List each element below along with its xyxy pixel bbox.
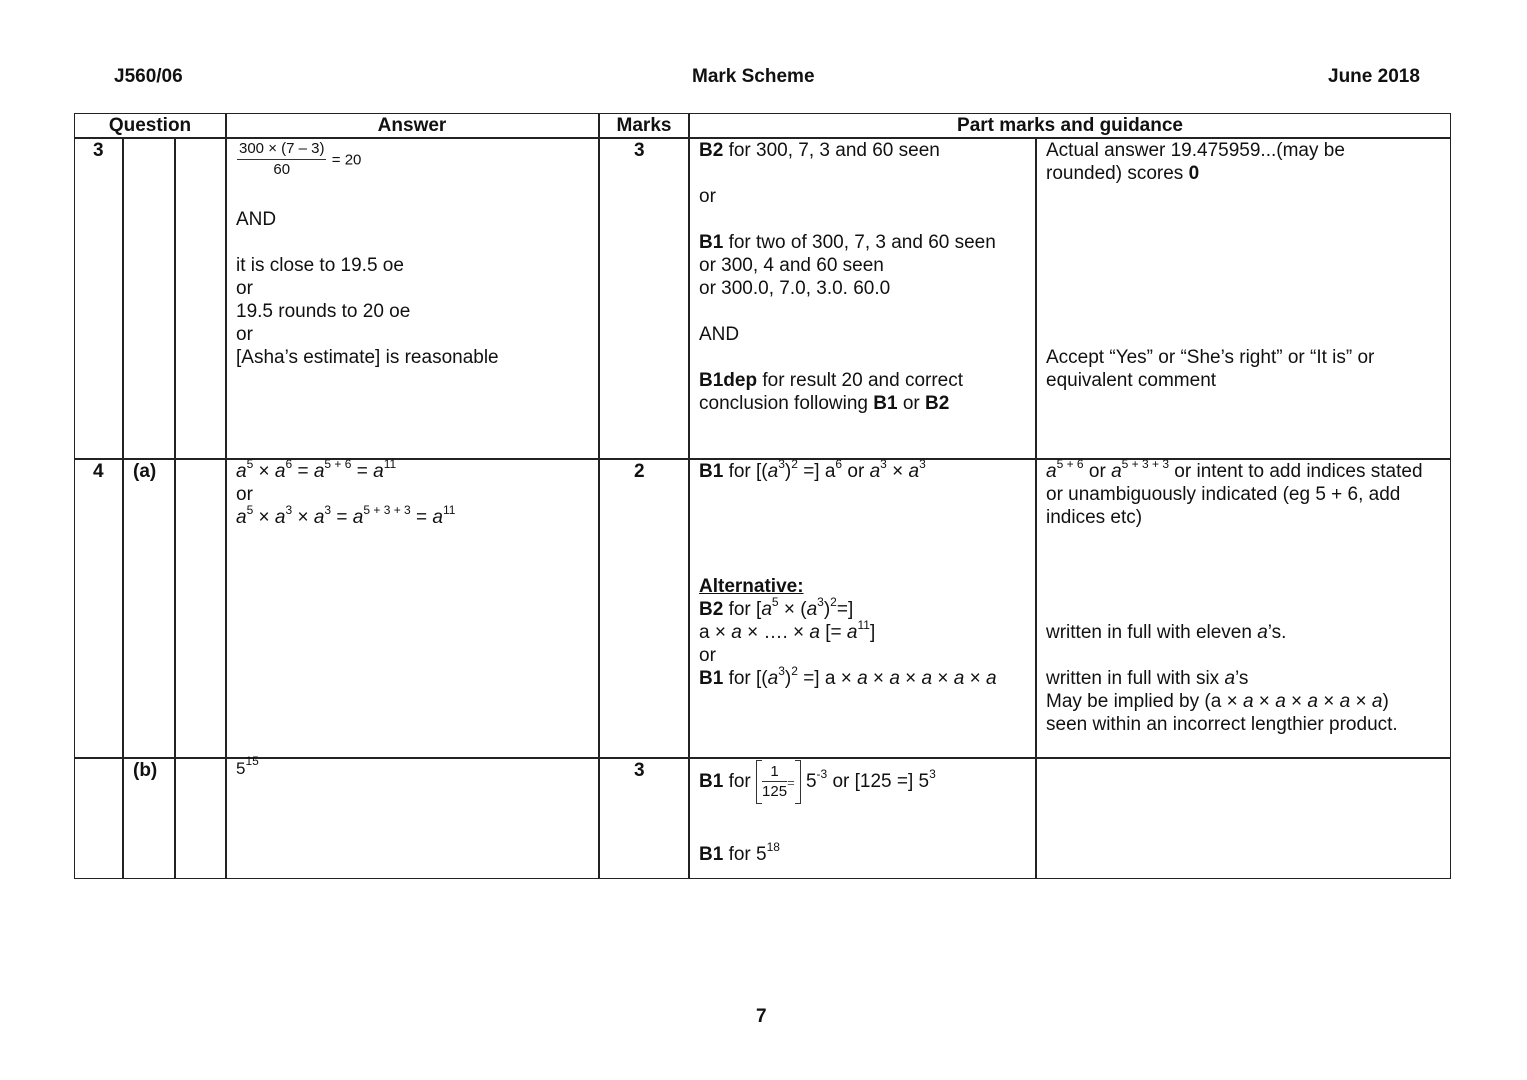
text-segment: or — [842, 461, 870, 482]
text-segment: AND — [236, 209, 277, 230]
text-segment: × ( — [778, 599, 807, 620]
text-segment: B1dep — [699, 370, 758, 391]
text-line — [1046, 575, 1423, 598]
text-segment: a — [1242, 691, 1254, 712]
text-line — [699, 369, 996, 392]
text-line — [699, 506, 997, 529]
text-line — [1046, 483, 1423, 506]
text-segment: a — [761, 599, 772, 620]
text-segment: or intent to add indices stated — [1169, 461, 1423, 482]
text-segment: rounded) scores — [1046, 163, 1189, 184]
text-line — [1046, 529, 1423, 552]
text-segment: × — [899, 668, 922, 689]
text-segment: =] a × — [797, 668, 858, 689]
text-segment: B1 — [699, 232, 724, 253]
text-segment: a — [236, 461, 247, 482]
part-marks — [699, 457, 997, 690]
text-segment: 19.5 rounds to 20 oe — [236, 301, 411, 322]
numerator: 300 × (7 – 3) — [237, 139, 326, 160]
text-segment: × — [1350, 691, 1372, 712]
column-divider — [688, 114, 690, 878]
text-segment: × — [1318, 691, 1340, 712]
header-marks: Marks — [616, 115, 672, 136]
text-segment: = — [351, 461, 374, 482]
text-line — [1046, 552, 1423, 575]
text-segment: for [( — [723, 461, 768, 482]
text-line — [1046, 300, 1374, 323]
column-divider — [122, 137, 124, 878]
text-segment: conclusion following — [699, 393, 874, 414]
text-line — [1046, 208, 1374, 231]
text-segment: =] a — [797, 461, 836, 482]
text-line — [699, 797, 780, 820]
denominator: 60 — [273, 161, 291, 178]
text-line — [699, 185, 996, 208]
column-divider — [1035, 137, 1037, 878]
text-line — [1046, 346, 1374, 369]
text-segment: ] — [869, 622, 876, 643]
exponent: 6 — [835, 457, 843, 471]
exponent: 2 — [791, 457, 798, 471]
text-line — [699, 595, 997, 621]
text-segment: a × — [699, 622, 732, 643]
text-line — [699, 254, 996, 277]
text-line — [699, 529, 997, 552]
column-divider — [598, 114, 600, 878]
column-divider — [225, 114, 227, 878]
text-segment: a — [806, 599, 818, 620]
exponent: 5 + 3 + 3 — [363, 503, 411, 517]
text-line — [699, 300, 996, 323]
exponent: 3 — [817, 595, 824, 609]
text-segment: × — [867, 668, 890, 689]
text-segment: a — [986, 668, 997, 689]
question-number: 3 — [93, 140, 104, 161]
text-line — [1046, 323, 1374, 346]
text-line — [1046, 457, 1423, 483]
exponent: 5 + 6 — [1056, 457, 1084, 471]
text-segment: = — [331, 507, 353, 528]
exponent: 3 — [324, 503, 332, 517]
text-line — [1046, 231, 1374, 254]
guidance-notes — [1046, 457, 1423, 736]
text-segment: a — [1111, 461, 1122, 482]
text-segment: a — [921, 668, 933, 689]
text-segment: ’s — [1235, 668, 1249, 689]
text-segment: a — [767, 461, 779, 482]
text-segment: a — [731, 622, 742, 643]
text-segment: a — [857, 668, 868, 689]
text-segment: × — [1285, 691, 1308, 712]
text-segment: or — [699, 645, 716, 666]
text-line — [236, 754, 259, 780]
exponent: 3 — [778, 664, 785, 678]
text-line — [699, 644, 997, 667]
text-line — [1046, 621, 1423, 644]
text-segment: × — [292, 507, 314, 528]
exponent: 5 — [246, 457, 254, 471]
question-number: 4 — [93, 461, 104, 482]
text-segment: × — [253, 461, 275, 482]
denominator: 125 — [762, 783, 788, 801]
text-segment: for [( — [723, 668, 768, 689]
text-segment: a — [908, 461, 920, 482]
exponent: 18 — [766, 840, 780, 854]
mark-code: B1 — [699, 771, 724, 792]
text-line — [236, 483, 455, 506]
text-line — [699, 231, 996, 254]
text-segment: or — [699, 186, 716, 207]
exponent: 2 — [791, 664, 798, 678]
answer-text — [236, 457, 456, 529]
text-segment: or 300, 4 and 60 seen — [699, 255, 884, 276]
text-line — [1046, 254, 1374, 277]
text-segment: × — [253, 507, 275, 528]
text-segment: for result 20 and correct — [757, 370, 964, 391]
text-line — [1046, 713, 1423, 736]
exponent: 2 — [830, 595, 837, 609]
text-segment: a — [313, 461, 325, 482]
text-segment: a — [1224, 668, 1236, 689]
text-segment: or — [236, 278, 253, 299]
numerator: 1 — [762, 762, 787, 782]
text-segment: a — [1371, 691, 1383, 712]
marks-value: 3 — [634, 760, 645, 781]
text-line — [1046, 506, 1423, 529]
header-question: Question — [108, 115, 192, 136]
text-line — [699, 162, 996, 185]
text-segment: = — [410, 507, 433, 528]
text-line — [699, 774, 780, 797]
text-line — [1046, 162, 1374, 185]
text-segment: a — [767, 668, 779, 689]
text-line — [699, 139, 996, 162]
marks-value: 3 — [634, 140, 645, 161]
text-segment: B2 — [925, 393, 950, 414]
marks-value: 2 — [634, 461, 645, 482]
exponent: 3 — [778, 457, 785, 471]
text-segment: equivalent comment — [1046, 370, 1217, 391]
text-segment: AND — [699, 324, 740, 345]
text-segment: × — [886, 461, 909, 482]
exponent: -3 — [816, 767, 828, 781]
text: or [125 =] 5 — [827, 771, 930, 792]
text-line — [699, 392, 996, 415]
exponent: 5 — [771, 595, 779, 609]
text-segment: written in full with eleven — [1046, 622, 1258, 643]
part-marks — [699, 774, 780, 866]
exponent: 3 — [919, 457, 926, 471]
text-segment: a — [1275, 691, 1286, 712]
bracket-right — [795, 760, 801, 804]
text-segment: a — [1339, 691, 1351, 712]
exponent: 11 — [442, 503, 456, 517]
text: 5 — [805, 771, 817, 792]
text-segment: ) — [784, 668, 792, 689]
text-segment: a — [953, 668, 965, 689]
text-segment: a — [313, 507, 325, 528]
text-line — [1046, 185, 1374, 208]
text-line — [236, 162, 499, 185]
text-segment: ) — [1382, 691, 1389, 712]
text-segment: a — [1307, 691, 1318, 712]
exponent: 5 + 6 — [324, 457, 352, 471]
question-part: (b) — [133, 760, 158, 781]
text-segment: × — [964, 668, 987, 689]
exponent: 11 — [857, 618, 870, 632]
text-line — [236, 185, 499, 208]
text-line — [1046, 644, 1423, 667]
text-segment: a — [274, 507, 286, 528]
text-segment: or unambiguously indicated (eg 5 + 6, add — [1046, 484, 1401, 505]
text-segment: or 300.0, 7.0, 3.0. 60.0 — [699, 278, 891, 299]
part-marks — [699, 139, 996, 415]
text-segment: for 300, 7, 3 and 60 seen — [723, 140, 940, 161]
text-segment: B2 — [699, 599, 724, 620]
text-segment: a — [1046, 461, 1057, 482]
text-line — [236, 300, 499, 323]
text-segment: =] — [836, 599, 854, 620]
text-segment: a — [274, 461, 286, 482]
text-line — [699, 575, 997, 598]
text-segment: indices etc) — [1046, 507, 1143, 528]
text-segment: for two of 300, 7, 3 and 60 seen — [723, 232, 996, 253]
text-segment: 5 — [236, 759, 246, 778]
column-divider — [174, 137, 176, 878]
text-line — [1046, 369, 1374, 392]
text-segment: written in full with six — [1046, 668, 1225, 689]
exponent: 5 — [246, 503, 254, 517]
text-segment: [Asha’s estimate] is reasonable — [236, 347, 499, 368]
paper-code: J560/06 — [114, 66, 183, 87]
text-segment: Alternative: — [699, 576, 804, 597]
text-line — [236, 346, 499, 369]
text-segment: or — [1083, 461, 1112, 482]
text-line — [236, 323, 499, 346]
text-line — [236, 277, 499, 300]
mark-scheme-table — [74, 113, 1451, 879]
text-line — [1046, 139, 1374, 162]
text-segment: B2 — [699, 140, 724, 161]
text-segment: ) — [784, 461, 792, 482]
text-segment: a — [869, 461, 881, 482]
question-part: (a) — [133, 461, 157, 482]
exponent: 11 — [383, 457, 397, 471]
text-segment: 0 — [1188, 163, 1200, 184]
text-segment: = — [292, 461, 314, 482]
text-line — [699, 346, 996, 369]
exponent: 6 — [285, 457, 293, 471]
text-segment: [= — [819, 622, 847, 643]
text-segment: or — [236, 484, 253, 505]
text-segment: × — [932, 668, 954, 689]
text-segment: ) — [823, 599, 831, 620]
text-segment: × …. × — [741, 622, 810, 643]
guidance-notes — [1046, 139, 1374, 392]
text-segment: or — [236, 324, 253, 345]
exponent: 15 — [245, 754, 259, 768]
exponent: 3 — [929, 767, 936, 781]
text-segment: for 5 — [723, 844, 767, 865]
text-segment: a — [1257, 622, 1268, 643]
answer-text — [236, 139, 499, 369]
text-segment: a — [352, 507, 364, 528]
text-line — [699, 840, 780, 866]
answer-text — [236, 754, 259, 780]
text-line — [699, 664, 997, 690]
text-segment: B1 — [873, 393, 898, 414]
text-line — [236, 231, 499, 254]
text-segment: B1 — [699, 668, 724, 689]
text-segment: or — [897, 393, 926, 414]
text-segment: ’s. — [1267, 622, 1287, 643]
text-line — [699, 618, 997, 644]
text-segment: a — [432, 507, 443, 528]
text-segment: a — [373, 461, 384, 482]
text-segment: a — [809, 622, 820, 643]
text-segment: Actual answer 19.475959...(may be — [1046, 140, 1345, 161]
exam-date: June 2018 — [1328, 66, 1420, 87]
header-guidance: Part marks and guidance — [957, 115, 1183, 136]
text-line — [236, 503, 456, 529]
text-segment: a — [236, 507, 247, 528]
text-line — [236, 254, 499, 277]
text-line — [699, 457, 997, 483]
exponent: 5 + 3 + 3 — [1121, 457, 1170, 471]
page-number: 7 — [756, 1006, 767, 1027]
text-line — [699, 483, 997, 506]
text-segment: × — [1253, 691, 1276, 712]
text-line — [699, 208, 996, 231]
text: for — [723, 771, 757, 792]
text-segment: for [ — [723, 599, 762, 620]
text-line — [1046, 667, 1423, 690]
header-answer: Answer — [377, 115, 447, 136]
text-segment: a — [889, 668, 900, 689]
text-segment: B1 — [699, 461, 724, 482]
text-line — [1046, 598, 1423, 621]
text-line — [236, 139, 499, 162]
text-segment: Accept “Yes” or “She’s right” or “It is” or — [1046, 347, 1375, 368]
text-segment: seen within an incorrect lengthier product. — [1046, 714, 1398, 735]
text-segment: a — [846, 622, 858, 643]
fraction-result: = 20 — [331, 151, 362, 169]
text-segment: B1 — [699, 844, 724, 865]
text-line — [699, 323, 996, 346]
equals: = — [787, 775, 795, 790]
document-title: Mark Scheme — [692, 66, 815, 87]
text-segment: May be implied by (a × — [1046, 691, 1243, 712]
text-segment: it is close to 19.5 oe — [236, 255, 404, 276]
text-line — [699, 277, 996, 300]
text-line — [236, 208, 499, 231]
exponent: 3 — [285, 503, 293, 517]
text-line — [1046, 690, 1423, 713]
exponent: 3 — [880, 457, 887, 471]
text-line — [699, 552, 997, 575]
text-line — [1046, 277, 1374, 300]
text-line — [236, 457, 455, 483]
